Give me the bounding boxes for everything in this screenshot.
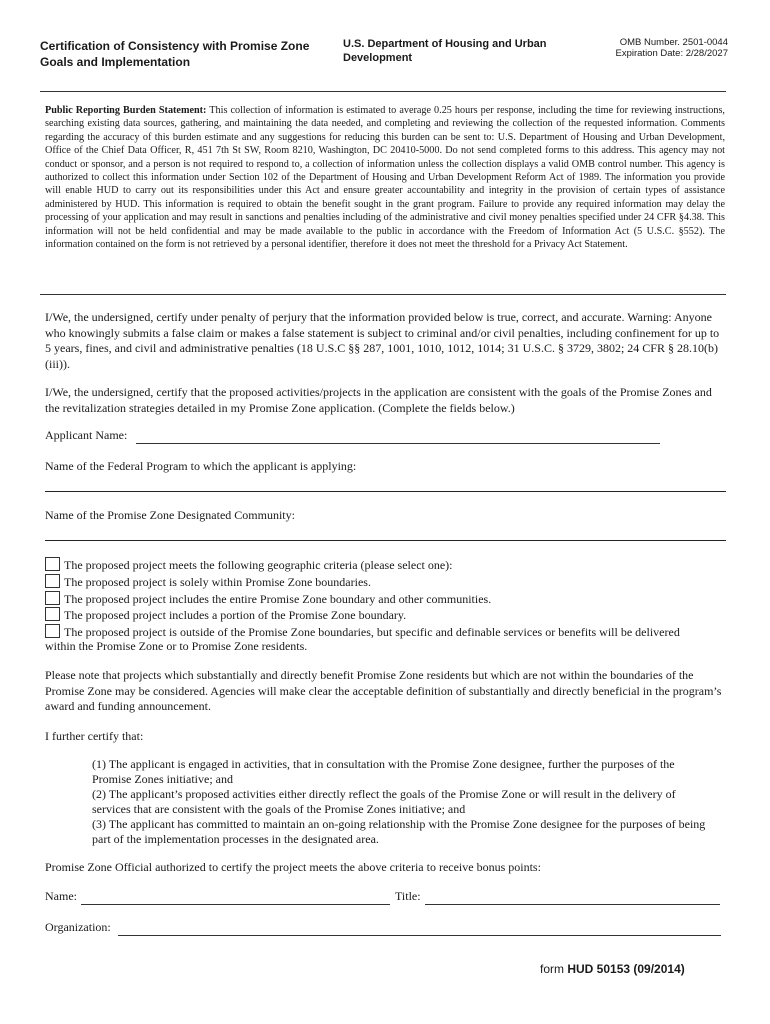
federal-program-field[interactable] (45, 475, 726, 491)
official-name-field[interactable] (81, 889, 390, 905)
community-label: Name of the Promise Zone Designated Community: (45, 508, 295, 522)
perjury-warning: I/We, the undersigned, certify under penalty of perjury that the information provided below is true, correct, and accurate. Warning: Anyone who knowingly submits a false claim or makes a false statement is subject to criminal and/or civil penalties, including confinement for up to 5 years, fines, and civil and administrative penalties (18 U.S.C §§ 287, 1001, 1010, 1012, 1014; 31 U.S.C. § 3729, 3802; 24 CFR § 28.10(b)(iii)). (45, 310, 720, 371)
community-line (45, 540, 726, 541)
burden-text: This collection of information is estimated to average 0.25 hours per response, including the time for reviewing instructions, searching existing data sources, gathering, and maintaining the data needed, and completing and reviewing the collection of the requested information. Comments regarding the accuracy of this burden estimate and any suggestions for reducing this burden can be sent to: U.S. Department of Housing and Urban Development, Office of the Chief Data Officer, R, 451 7th St SW, Room 8210, Washington, DC 20410-5000. Do not send completed forms to this address. This agency may not conduct or sponsor, and a person is not required to respond to, a collection of information unless the collection displays a valid OMB control number. This agency is authorized to collect this information under Section 102 of the Department of Housing and Urban Development Reform Act of 1989. The information you provide will enable HUD to carry out its responsibilities under this Act and ensure greater accountability and integrity in the provision of certain types of assistance administered by HUD. This information is required to obtain the benefit sought in the grant program. Failure to provide any required information may delay the processing of your application and may result in sanctions and penalties including of the administrative and civil money penalties specified under 24 CFR §4.38. This information will not be held confidential and may be made available to the public in accordance with the Freedom of Information Act (5 U.S.C. §552). The information contained on the form is not retrieved by a personal identifier, therefore it does not meet the threshold for a Privacy Act Statement. (45, 105, 725, 251)
checkbox-continuation: within the Promise Zone or to Promise Zone residents. (45, 639, 308, 653)
header-divider (40, 91, 726, 92)
checkbox[interactable] (45, 574, 60, 588)
burden-divider (40, 294, 726, 295)
note-paragraph: Please note that projects which substantially and directly benefit Promise Zone residents but which are not within the boundaries of the Promise Zone may be considered. Agencies will make clear the acceptable definition of substantially and directly beneficial in the program’s award and funding announcement. (45, 668, 722, 713)
checkbox-label: The proposed project is solely within Promise Zone boundaries. (64, 575, 371, 589)
community-field[interactable] (45, 524, 726, 540)
checkbox-label: The proposed project meets the following geographic criteria (please select one): (64, 558, 453, 572)
official-intro: Promise Zone Official authorized to certify the project meets the above criteria to receive bonus points: (45, 860, 541, 874)
official-name-value (81, 891, 85, 905)
federal-program-label: Name of the Federal Program to which the applicant is applying: (45, 459, 357, 473)
omb-info (560, 37, 728, 59)
checkbox-row (45, 574, 371, 591)
organization-value (118, 922, 122, 936)
checkbox[interactable] (45, 557, 60, 571)
checkbox-row (45, 591, 491, 608)
checkbox-label: The proposed project includes the entire Promise Zone boundary and other communities. (64, 592, 492, 606)
further-certify-heading: I further certify that: (45, 729, 144, 743)
checkbox[interactable] (45, 591, 60, 605)
footer-prefix: form (540, 962, 564, 976)
official-name-label: Name: (45, 889, 77, 903)
checkbox[interactable] (45, 607, 60, 621)
condition-item: (3) The applicant has committed to maintain an on-going relationship with the Promise Zone designee for the purposes of being part of the implementation processes in the designated area. (92, 817, 706, 847)
condition-item: (1) The applicant is engaged in activities, that in consultation with the Promise Zone designee, further the purposes of the Promise Zones initiative; and (92, 757, 675, 787)
condition-item: (2) The applicant’s proposed activities either directly reflect the goals of the Promise Zone or will result in the delivery of services that are consistent with the goals of the Promise Zones initiative; and (92, 787, 676, 817)
federal-program-line (45, 491, 726, 492)
checkbox-label: The proposed project includes a portion of the Promise Zone boundary. (64, 608, 407, 622)
form-title: Certification of Consistency with Promise Zone Goals and Implementation (40, 39, 310, 69)
burden-label: Public Reporting Burden Statement: (45, 105, 207, 116)
checkbox-row (45, 607, 406, 624)
organization-field[interactable] (118, 920, 721, 936)
official-title-value (425, 891, 429, 905)
expiration-date: Expiration Date: 2/28/2027 (615, 48, 728, 59)
organization-label: Organization: (45, 920, 111, 934)
applicant-name-value (136, 430, 140, 444)
form-footer (540, 962, 685, 976)
checkbox-row (45, 557, 453, 574)
official-title-field[interactable] (425, 889, 720, 905)
applicant-name-label: Applicant Name: (45, 428, 128, 442)
consistency-statement: I/We, the undersigned, certify that the proposed activities/projects in the application are consistent with the goals of the Promise Zones and the revitalization strategies detailed in my Promise Zone application. (Complete the fields below.) (45, 385, 712, 415)
applicant-name-field[interactable] (136, 428, 660, 444)
form-number: HUD 50153 (09/2014) (567, 962, 685, 976)
omb-number: OMB Number. 2501-0044 (619, 37, 728, 48)
checkbox-label: The proposed project is outside of the Promise Zone boundaries, but specific and definable services or benefits will be delivered (64, 625, 680, 639)
checkbox[interactable] (45, 624, 60, 638)
official-title-label: Title: (395, 889, 421, 903)
agency-name: U.S. Department of Housing and Urban Development (343, 38, 547, 64)
burden-statement (45, 104, 725, 251)
